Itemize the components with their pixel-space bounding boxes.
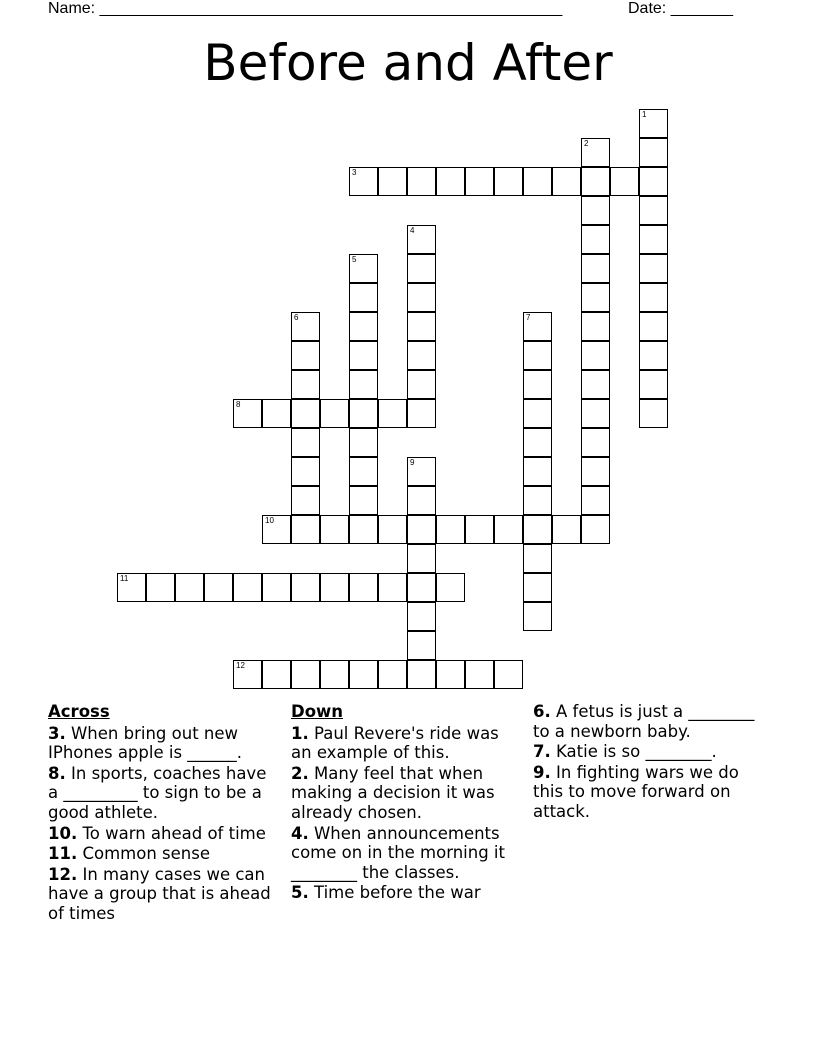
clue-number: 9 [410,458,415,467]
grid-cell[interactable] [523,515,552,544]
grid-cell[interactable] [262,515,291,544]
clue-text: In fighting wars we do this to move forward on attack. [533,762,739,821]
clue-text: In many cases we can have a group that is ahead of times [48,864,271,923]
grid-cell[interactable] [320,573,349,602]
clue-item [291,883,523,903]
clue-number-label: 5. [291,883,309,903]
grid-cell[interactable] [407,544,436,573]
grid-cell[interactable] [349,660,378,689]
clue-number: 2 [584,139,589,148]
grid-cell[interactable] [523,341,552,370]
clue-text: To warn ahead of time [77,823,266,843]
grid-cell[interactable] [407,225,436,254]
grid-cell[interactable] [639,283,668,312]
grid-cell[interactable] [407,283,436,312]
grid-cell[interactable] [523,602,552,631]
grid-cell[interactable] [349,341,378,370]
grid-cell[interactable] [349,457,378,486]
grid-cell[interactable] [494,660,523,689]
clue-item [291,764,523,823]
across-clues [48,702,273,925]
clue-number: 1 [642,110,647,119]
grid-cell[interactable] [349,573,378,602]
clue-number: 7 [526,313,531,322]
grid-cell[interactable] [581,457,610,486]
grid-cell[interactable] [610,167,639,196]
grid-cell[interactable] [320,515,349,544]
clue-text: Common sense [77,844,210,864]
grid-cell[interactable] [320,660,349,689]
grid-cell[interactable] [465,660,494,689]
grid-cell[interactable] [494,515,523,544]
grid-cell[interactable] [349,283,378,312]
clue-number-label: 2. [291,763,309,783]
clue-item [291,824,523,883]
clue-number-label: 10. [48,823,78,843]
grid-cell[interactable] [320,399,349,428]
grid-cell[interactable] [465,515,494,544]
clue-number-label: 12. [48,864,78,884]
clue-number: 8 [236,400,241,409]
grid-cell[interactable] [146,573,175,602]
clue-text: Paul Revere's ride was an example of this. [291,723,499,763]
clue-number: 4 [410,226,415,235]
grid-cell[interactable] [407,370,436,399]
grid-cell[interactable] [581,167,610,196]
grid-cell[interactable] [291,428,320,457]
grid-cell[interactable] [349,167,378,196]
grid-cell[interactable] [407,660,436,689]
grid-cell[interactable] [581,283,610,312]
grid-cell[interactable] [639,254,668,283]
grid-cell[interactable] [291,341,320,370]
clue-text: A fetus is just a ________ to a newborn baby. [533,702,755,741]
grid-cell[interactable] [581,341,610,370]
clue-text: Katie is so ________. [550,742,717,762]
grid-cell[interactable] [639,196,668,225]
clue-text: Many feel that when making a decision it was already chosen. [291,763,495,822]
grid-cell[interactable] [581,138,610,167]
clue-number-label: 7. [533,742,551,762]
grid-cell[interactable] [291,660,320,689]
clue-item [533,702,755,741]
clue-text: When bring out new IPhones apple is ______. [48,723,243,763]
clue-number: 6 [294,313,299,322]
clue-number-label: 4. [291,823,309,843]
grid-cell[interactable] [523,312,552,341]
clue-number-label: 11. [48,844,78,864]
grid-cell[interactable] [291,399,320,428]
grid-cell[interactable] [581,312,610,341]
clue-number-label: 1. [291,723,309,743]
clue-item [533,763,755,822]
grid-cell[interactable] [436,573,465,602]
grid-cell[interactable] [291,573,320,602]
clue-item [48,764,273,823]
grid-cell[interactable] [407,399,436,428]
grid-cell[interactable] [349,370,378,399]
grid-cell[interactable] [262,573,291,602]
grid-cell[interactable] [523,428,552,457]
grid-cell[interactable] [407,486,436,515]
grid-cell[interactable] [378,573,407,602]
grid-cell[interactable] [349,515,378,544]
clue-text: Time before the war [308,883,481,903]
grid-cell[interactable] [581,486,610,515]
clue-item [48,844,273,864]
name-field: Name: ____________________________________________________ [48,0,563,17]
grid-cell[interactable] [581,254,610,283]
down-heading: Down [291,702,344,721]
grid-cell[interactable] [494,167,523,196]
grid-cell[interactable] [407,254,436,283]
grid-cell[interactable] [407,631,436,660]
clue-number: 12 [236,661,245,670]
grid-cell[interactable] [552,515,581,544]
grid-cell[interactable] [291,457,320,486]
grid-cell[interactable] [349,428,378,457]
grid-cell[interactable] [204,573,233,602]
grid-cell[interactable] [349,254,378,283]
clue-text: When announcements come on in the morning it ________ the classes. [291,823,505,882]
clue-item [48,865,273,924]
grid-cell[interactable] [291,486,320,515]
grid-cell[interactable] [233,399,262,428]
grid-cell[interactable] [117,573,146,602]
grid-cell[interactable] [436,515,465,544]
grid-cell[interactable] [175,573,204,602]
grid-cell[interactable] [552,167,581,196]
clue-item [533,742,755,762]
grid-cell[interactable] [349,486,378,515]
grid-cell[interactable] [378,515,407,544]
grid-cell[interactable] [262,660,291,689]
clue-item [48,724,273,763]
grid-cell[interactable] [639,312,668,341]
grid-cell[interactable] [639,341,668,370]
grid-cell[interactable] [407,515,436,544]
grid-cell[interactable] [465,167,494,196]
grid-cell[interactable] [523,573,552,602]
grid-cell[interactable] [639,370,668,399]
grid-cell[interactable] [291,370,320,399]
grid-cell[interactable] [407,167,436,196]
clue-number: 5 [352,255,357,264]
grid-cell[interactable] [581,370,610,399]
grid-cell[interactable] [523,370,552,399]
date-field: Date: _______ [628,0,733,17]
clue-text: In sports, coaches have a _________ to sign to be a good athlete. [48,763,267,822]
grid-cell[interactable] [639,225,668,254]
grid-cell[interactable] [523,486,552,515]
grid-cell[interactable] [378,399,407,428]
grid-cell[interactable] [639,399,668,428]
grid-cell[interactable] [523,544,552,573]
puzzle-title: Before and After [203,34,613,92]
clue-number-label: 8. [48,763,66,783]
clue-number-label: 9. [533,762,551,782]
grid-cell[interactable] [291,515,320,544]
grid-cell[interactable] [436,660,465,689]
grid-cell[interactable] [581,196,610,225]
grid-cell[interactable] [407,341,436,370]
grid-cell[interactable] [233,573,262,602]
grid-cell[interactable] [581,225,610,254]
grid-cell[interactable] [291,312,320,341]
clue-number-label: 3. [48,723,66,743]
grid-cell[interactable] [581,399,610,428]
grid-cell[interactable] [581,515,610,544]
grid-cell[interactable] [407,457,436,486]
grid-cell[interactable] [523,167,552,196]
clue-number: 10 [265,516,274,525]
grid-cell[interactable] [639,109,668,138]
clue-number: 3 [352,168,357,177]
grid-cell[interactable] [639,138,668,167]
grid-cell[interactable] [378,167,407,196]
grid-cell[interactable] [407,602,436,631]
grid-cell[interactable] [639,167,668,196]
grid-cell[interactable] [378,660,407,689]
grid-cell[interactable] [349,399,378,428]
grid-cell[interactable] [581,428,610,457]
grid-cell[interactable] [523,457,552,486]
grid-cell[interactable] [233,660,262,689]
clue-number: 11 [120,574,129,583]
clue-item [291,724,523,763]
clue-number-label: 6. [533,702,551,721]
grid-cell[interactable] [436,167,465,196]
grid-cell[interactable] [523,399,552,428]
across-heading: Across [48,702,110,721]
grid-cell[interactable] [349,312,378,341]
grid-cell[interactable] [407,573,436,602]
grid-cell[interactable] [407,312,436,341]
down-clues [291,702,523,904]
grid-cell[interactable] [262,399,291,428]
down-clues-continued [533,702,755,823]
clue-item [48,824,273,844]
